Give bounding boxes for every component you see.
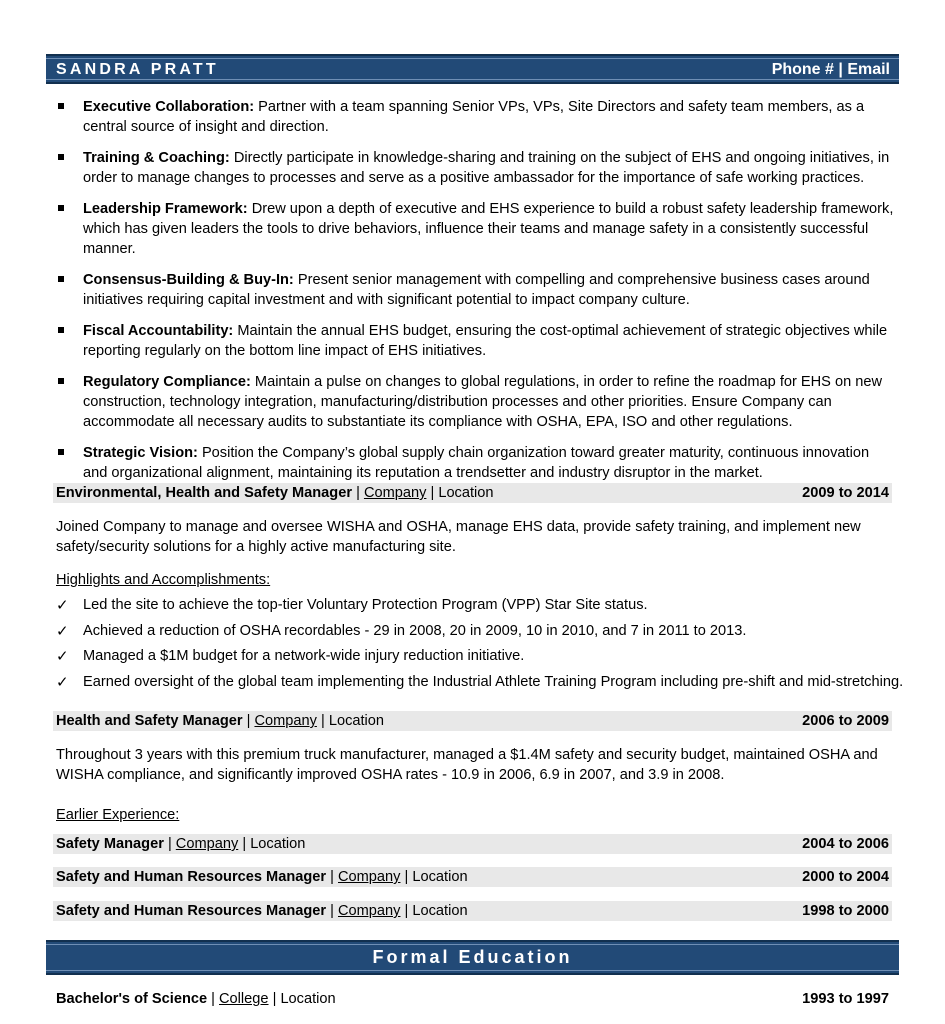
company-link[interactable]: Company [363,485,427,501]
job-title: Safety Manager [56,836,164,852]
contact-separator: | [838,61,843,78]
pipe-separator: | [330,903,334,919]
pipe-separator: | [211,991,215,1007]
job-dates: 2000 to 2004 [802,869,889,885]
bullet-text: Drew upon a depth of executive and EHS experience to build a robust safety leadership framework, which has given leaders the tools to drive behaviors, influence their teams and manage safety in a consistently successful manner. [83,201,894,257]
highlight-text: Managed a $1M budget for a network-wide injury reduction initiative. [83,648,525,665]
job-location: Location [250,836,306,852]
highlight-text: Led the site to achieve the top-tier Voluntary Protection Program (VPP) Star Site status. [83,597,648,613]
bullet-text: Partner with a team spanning Senior VPs, VPs, Site Directors and safety team members, as a central source of insight and direction. [83,99,865,135]
job-title: Safety and Human Resources Manager [56,903,327,919]
job-heading [56,483,494,503]
job-location: Location [438,485,494,501]
phone-label: Phone # [771,61,834,78]
pipe-separator: | [320,713,325,729]
list-item [56,372,896,432]
list-item [56,97,896,137]
company-link[interactable]: Company [175,836,239,852]
job-header [53,711,892,731]
bullet-text: Maintain a pulse on changes to global regulations, in order to refine the roadmap for EHS on new construction, technology integration, manufacturing/distribution processes and other priorities. Ensure Company can accommodate all necessary audits to substantiate its compliance with OSHA, EPA, ISO and other regulations. [83,374,883,430]
highlights-list [56,595,904,698]
degree-heading [56,989,336,1009]
checkmark-icon: ✓ [56,596,69,614]
school-location: Location [280,991,336,1007]
earlier-experience-heading: Earlier Experience: [56,807,180,823]
square-bullet-icon [58,449,64,455]
square-bullet-icon [58,205,64,211]
company-link[interactable]: Company [254,713,317,729]
pipe-separator: | [430,485,435,501]
company-link[interactable]: Company [338,903,401,919]
list-item [56,621,896,641]
job-dates: 2004 to 2006 [802,836,889,852]
job-location: Location [328,713,385,729]
section-header-education [46,940,899,975]
bullet-title: Executive Collaboration: [83,99,255,115]
section-title: Formal Education [372,947,573,967]
job-location: Location [412,903,468,919]
job-dates: 2009 to 2014 [802,485,889,501]
list-item [56,595,896,615]
square-bullet-icon [58,276,64,282]
list-item [56,199,896,259]
bullet-text: Present senior management with compelling and comprehensive business cases around initiatives requiring capital investment and with significant potential to impact company culture. [83,272,870,308]
job-header [53,901,892,921]
list-item [56,646,896,666]
pipe-separator: | [167,836,172,852]
pipe-separator: | [330,869,334,885]
bullet-title: Training & Coaching: [83,150,230,166]
pipe-separator: | [242,836,247,852]
job-heading [56,711,384,731]
job-dates: 1998 to 2000 [802,903,889,919]
job-summary: Joined Company to manage and oversee WISHA and OSHA, manage EHS data, provide safety training, and implement new safety/security solutions for a highly active manufacturing site. [56,519,861,555]
bullet-title: Strategic Vision: [83,445,198,461]
bullet-title: Consensus-Building & Buy-In: [83,272,294,288]
contact-info [772,60,890,80]
job-header [53,867,892,887]
school-link[interactable]: College [219,991,269,1007]
pipe-separator: | [272,991,277,1007]
square-bullet-icon [58,378,64,384]
job-header [53,483,892,503]
square-bullet-icon [58,103,64,109]
pipe-separator: | [356,485,360,501]
job-dates: 2006 to 2009 [802,713,889,729]
job-location: Location [412,869,468,885]
checkmark-icon: ✓ [56,673,69,692]
highlight-text: Earned oversight of the global team implementing the Industrial Athlete Training Program including pre-shift and mid-stretching. [83,674,904,691]
email-label: Email [847,61,890,78]
job-title: Safety and Human Resources Manager [56,869,327,885]
responsibility-list [56,97,896,494]
job-title: Health and Safety Manager [56,713,243,729]
checkmark-icon: ✓ [56,647,69,666]
list-item [56,148,896,188]
candidate-name: SANDRA PRATT [56,61,219,78]
checkmark-icon: ✓ [56,621,69,640]
pipe-separator: | [404,903,409,919]
list-item [56,321,896,361]
education-dates: 1993 to 1997 [802,991,889,1007]
job-summary: Throughout 3 years with this premium truck manufacturer, managed a $1.4M safety and security budget, maintained OSHA and WISHA compliance, and significantly improved OSHA rates - 10.9 in 2006, 6.9 in 2007, and 3.9 in 2008. [56,747,878,783]
job-heading [56,834,305,854]
list-item [56,443,896,483]
header-bar [46,54,899,84]
pipe-separator: | [404,869,409,885]
list-item [56,672,904,692]
bullet-text: Position the Company’s global supply chain organization toward greater maturity, continuous innovation and organizational alignment, maintaining its reputation a trendsetter and industry disruptor in the market. [83,445,870,481]
square-bullet-icon [58,154,64,160]
list-item [56,270,896,310]
degree-title: Bachelor's of Science [56,991,208,1007]
education-entry [56,989,892,1009]
job-header [53,834,892,854]
bullet-title: Regulatory Compliance: [83,374,251,390]
bullet-text: Maintain the annual EHS budget, ensuring the cost-optimal achievement of strategic objectives while reporting regularly on the bottom line impact of EHS initiatives. [83,323,888,359]
company-link[interactable]: Company [338,869,401,885]
bullet-title: Leadership Framework: [83,201,248,217]
highlight-text: Achieved a reduction of OSHA recordables - 29 in 2008, 20 in 2009, 10 in 2010, and 7 in 2011 to 2013. [83,622,747,639]
bullet-title: Fiscal Accountability: [83,323,234,339]
job-title: Environmental, Health and Safety Manager [56,485,353,501]
job-heading [56,901,468,921]
job-heading [56,867,468,887]
highlights-heading: Highlights and Accomplishments: [56,572,271,588]
pipe-separator: | [246,713,251,729]
square-bullet-icon [58,327,64,333]
bullet-text: Directly participate in knowledge-sharing and training on the subject of EHS and ongoing initiatives, in order to manage changes to processes and serve as a positive ambassador for the importance of safe working practices. [83,150,890,186]
